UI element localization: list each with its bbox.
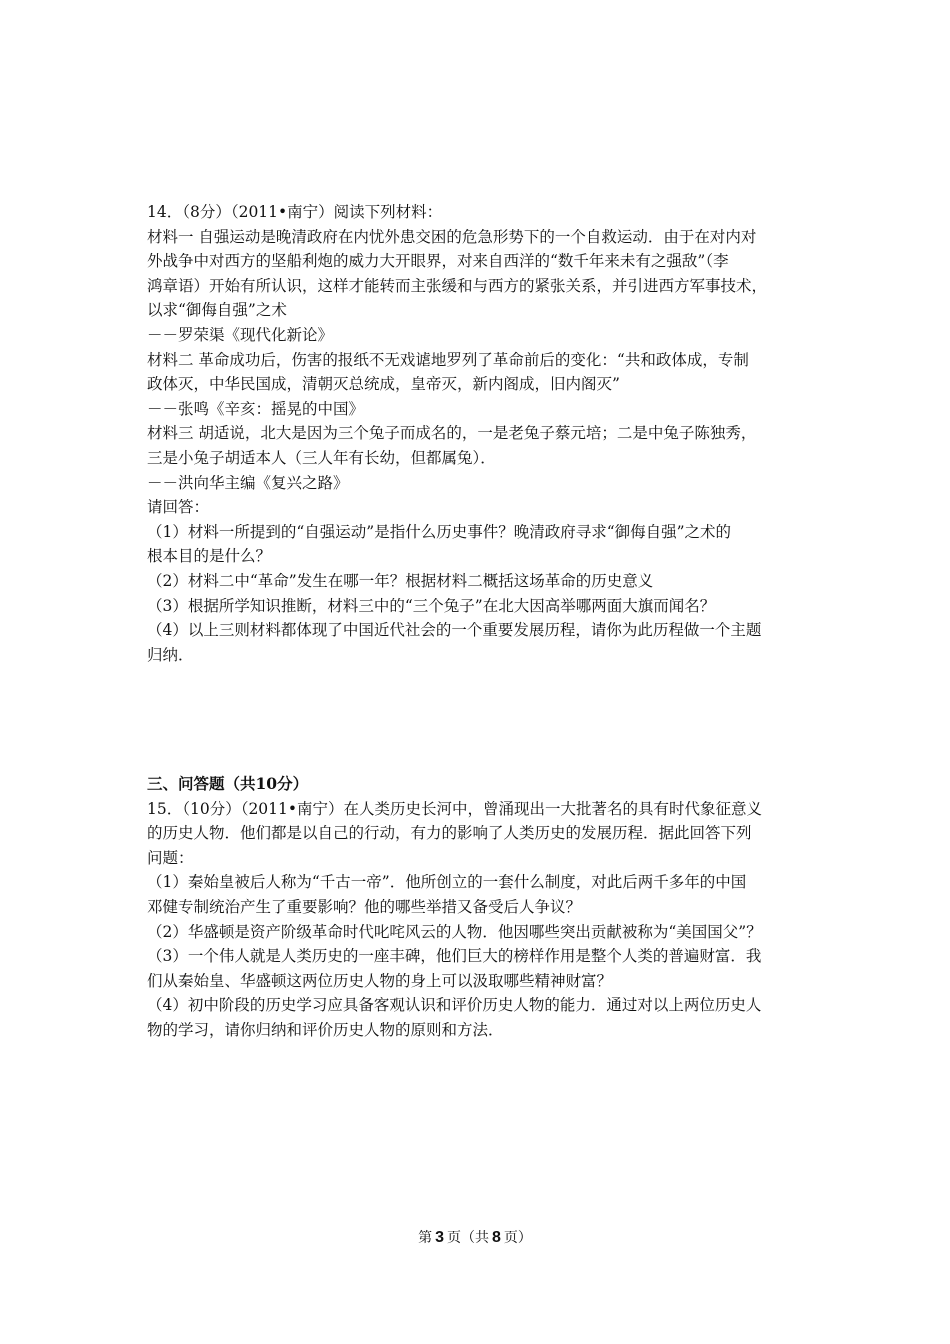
question-14 <box>147 200 827 667</box>
sub-question-1: （1）秦始皇被后人称为“千古一帝”．他所创立的一套什么制度，对此后两千多年的中国 <box>147 873 747 892</box>
material-3-source: －－洪向华主编《复兴之路》 <box>147 473 349 492</box>
footer-prefix: 第 <box>418 1230 433 1246</box>
material-2-line: 材料二 革命成功后，伤害的报纸不无戏谑地罗列了革命前后的变化：“共和政体成，专制 <box>147 350 749 369</box>
sub-question-4: （4）初中阶段的历史学习应具备客观认识和评价历史人物的能力．通过对以上两位历史人 <box>147 996 762 1015</box>
section-title: 三、问答题（共10分） <box>147 774 309 793</box>
sub-question-1: （1）材料一所提到的“自强运动”是指什么历史事件？晚清政府寻求“御侮自强”之术的 <box>147 522 732 541</box>
material-1-line: 鸿章语）开始有所认识，这样才能转而主张缓和与西方的紧张关系，并引进西方军事技术， <box>147 276 768 295</box>
sub-question-3: 们从秦始皇、华盛顿这两位历史人物的身上可以汲取哪些精神财富？ <box>147 971 613 990</box>
current-page-number: 3 <box>435 1229 444 1246</box>
sub-question-1: 根本目的是什么？ <box>147 547 272 566</box>
sub-question-2: （2）华盛顿是资产阶级革命时代叱咤风云的人物．他因哪些突出贡献被称为“美国国父”？ <box>147 922 762 941</box>
material-3-line: 材料三 胡适说，北大是因为三个兔子而成名的，一是老兔子蔡元培；二是中兔子陈独秀， <box>147 424 757 443</box>
material-3-line: 三是小兔子胡适本人（三人年有长幼，但都属兔）． <box>147 448 496 467</box>
sub-question-1: 邓健专制统治产生了重要影响？他的哪些举措又备受后人争议？ <box>147 897 582 916</box>
section-3 <box>147 772 827 1043</box>
sub-question-3: （3）一个伟人就是人类历史的一座丰碑，他们巨大的榜样作用是整个人类的普遍财富．我 <box>147 947 762 966</box>
question-15-line: 15．（10分）（2011•南宁）在人类历史长河中，曾涌现出一大批著名的具有时代象征意义 <box>147 799 763 818</box>
material-1-source: －－罗荣渠《现代化新论》 <box>147 325 334 344</box>
footer-middle: 页（共 <box>447 1230 489 1246</box>
question-15-line: 问题： <box>147 848 194 867</box>
question-15-line: 的历史人物．他们都是以自己的行动，有力的影响了人类历史的发展历程．据此回答下列 <box>147 824 752 843</box>
sub-question-4: 归纳． <box>147 645 194 664</box>
sub-question-2: （2）材料二中“革命”发生在哪一年？根据材料二概括这场革命的历史意义 <box>147 571 654 590</box>
material-1-line: 外战争中对西方的坚船利炮的威力大开眼界，对来自西洋的“数千年来未有之强敌”（李 <box>147 252 729 271</box>
sub-question-4: （4）以上三则材料都体现了中国近代社会的一个重要发展历程，请你为此历程做一个主题 <box>147 621 762 640</box>
question-14-line: 14．（8分）（2011•南宁）阅读下列材料： <box>147 203 443 221</box>
sub-question-4: 物的学习，请你归纳和评价历史人物的原则和方法． <box>147 1020 504 1039</box>
material-1-line: 材料一 自强运动是晚清政府在内忧外患交困的危急形势下的一个自救运动．由于在对内对 <box>147 227 757 246</box>
answer-prompt: 请回答： <box>147 498 210 517</box>
material-1-line: 以求“御侮自强”之术 <box>147 301 287 320</box>
sub-question-3: （3）根据所学知识推断，材料三中的“三个兔子”在北大因高举哪两面大旗而闻名？ <box>147 596 716 615</box>
page-footer <box>0 1228 950 1248</box>
material-2-source: －－张鸣《辛亥：摇晃的中国》 <box>147 399 365 418</box>
total-page-number: 8 <box>492 1229 501 1246</box>
footer-suffix: 页） <box>503 1230 532 1246</box>
material-2-line: 政体灭，中华民国成，清朝灭总统成，皇帝灭，新内阁成，旧内阁灭” <box>147 375 620 394</box>
